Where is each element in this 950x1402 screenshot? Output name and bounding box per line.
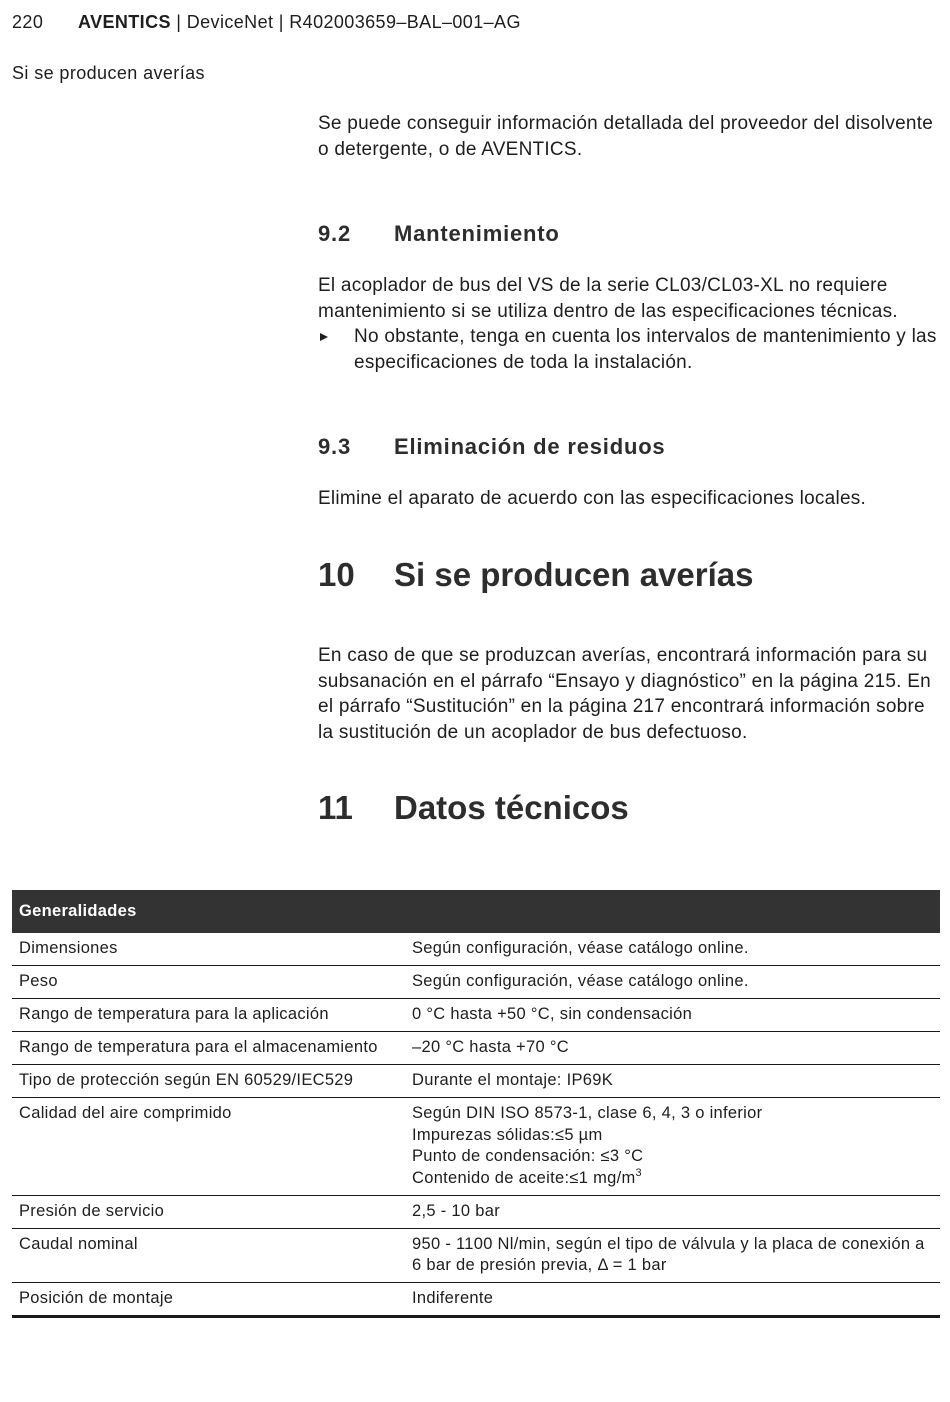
spec-value-line: Según DIN ISO 8573-1, clase 6, 4, 3 o inferior xyxy=(412,1104,763,1123)
spec-value-line xyxy=(412,1168,933,1190)
maintenance-paragraph xyxy=(318,273,940,375)
table-row xyxy=(12,999,940,1032)
spec-label: Presión de servicio xyxy=(12,1195,405,1228)
spec-value: Durante el montaje: IP69K xyxy=(405,1065,940,1098)
troubleshooting-paragraph xyxy=(318,643,940,745)
paragraph-line: En caso de que se produzcan averías, encontrará información para su xyxy=(318,645,928,666)
spec-value: Indiferente xyxy=(405,1283,940,1317)
paragraph-line: subsanación en el párrafo “Ensayo y diagnóstico” en la página 215. En xyxy=(318,670,931,692)
section-title: Mantenimiento xyxy=(394,221,560,246)
spec-value-line: 950 - 1100 Nl/min, según el tipo de válvula y la placa de conexión a xyxy=(412,1234,925,1253)
spec-value: 0 °C hasta +50 °C, sin condensación xyxy=(405,999,940,1032)
table-row xyxy=(12,1032,940,1065)
table-row xyxy=(12,1098,940,1196)
paragraph-line: el párrafo “Sustitución” en la página 217 encontrará información sobre xyxy=(318,696,925,717)
section-heading-9-2 xyxy=(318,219,560,249)
bullet-line: No obstante, tenga en cuenta los intervalos de mantenimiento y las xyxy=(354,326,937,347)
chapter-heading-10 xyxy=(318,553,754,597)
paragraph-line: la sustitución de un acoplador de bus defectuoso. xyxy=(318,721,748,743)
document-info: | DeviceNet | R402003659–BAL–001–AG xyxy=(170,12,521,32)
table-row xyxy=(12,1065,940,1098)
spec-label: Rango de temperatura para el almacenamiento xyxy=(12,1032,405,1065)
paragraph-line: Elimine el aparato de acuerdo con las especificaciones locales. xyxy=(318,488,867,509)
table-row xyxy=(12,1195,940,1228)
spec-value-line: 6 bar de presión previa, Δ = 1 bar xyxy=(412,1256,667,1275)
spec-label: Caudal nominal xyxy=(12,1228,405,1283)
chapter-title: Si se producen averías xyxy=(394,556,754,593)
table-row xyxy=(12,933,940,966)
spec-label: Dimensiones xyxy=(12,933,405,966)
running-chapter-title: Si se producen averías xyxy=(12,63,205,83)
section-number: 9.3 xyxy=(318,434,351,459)
table-row xyxy=(12,1283,940,1317)
spec-label: Calidad del aire comprimido xyxy=(12,1098,405,1196)
paragraph-line: o detergente, o de AVENTICS. xyxy=(318,138,583,160)
spec-value: –20 °C hasta +70 °C xyxy=(405,1032,940,1065)
table-row xyxy=(12,1228,940,1283)
spec-value xyxy=(405,1098,940,1196)
paragraph-line: Se puede conseguir información detallada del proveedor del disolvente xyxy=(318,113,934,134)
spec-value-line: Impurezas sólidas:≤5 µm xyxy=(412,1125,603,1144)
intro-paragraph xyxy=(318,111,940,162)
spec-label: Rango de temperatura para la aplicación xyxy=(12,999,405,1032)
bullet-line: especificaciones de toda la instalación. xyxy=(354,351,693,373)
chapter-number: 10 xyxy=(318,556,355,593)
disposal-paragraph xyxy=(318,486,940,512)
bullet-item xyxy=(318,324,940,375)
spec-value: Según configuración, véase catálogo online. xyxy=(405,966,940,999)
technical-data-table xyxy=(12,890,940,1318)
spec-label: Posición de montaje xyxy=(12,1283,405,1317)
spec-label: Peso xyxy=(12,966,405,999)
chapter-heading-11 xyxy=(318,786,629,830)
paragraph-line: El acoplador de bus del VS de la serie CL03/CL03-XL no requiere xyxy=(318,275,888,296)
spec-value-line: Punto de condensación: ≤3 °C xyxy=(412,1147,644,1166)
spec-value: 2,5 - 10 bar xyxy=(405,1195,940,1228)
table-row xyxy=(12,966,940,999)
section-number: 9.2 xyxy=(318,221,351,246)
spec-value xyxy=(405,1228,940,1283)
section-title: Eliminación de residuos xyxy=(394,434,666,459)
table-header-general: Generalidades xyxy=(12,890,940,933)
section-heading-9-3 xyxy=(318,432,665,462)
paragraph-line: mantenimiento si se utiliza dentro de las especificaciones técnicas. xyxy=(318,300,898,322)
superscript: 3 xyxy=(635,1166,642,1179)
page-header xyxy=(12,10,912,34)
table-header-row xyxy=(12,890,940,933)
spec-label: Tipo de protección según EN 60529/IEC529 xyxy=(12,1065,405,1098)
page-number: 220 xyxy=(12,12,44,32)
brand-name: AVENTICS xyxy=(78,12,171,32)
chapter-number: 11 xyxy=(318,789,353,826)
chapter-title: Datos técnicos xyxy=(394,789,629,826)
triangle-bullet-icon xyxy=(320,333,328,341)
spec-value-text: Contenido de aceite:≤1 mg/m xyxy=(412,1168,636,1187)
document-reference xyxy=(78,10,521,34)
spec-value: Según configuración, véase catálogo online. xyxy=(405,933,940,966)
